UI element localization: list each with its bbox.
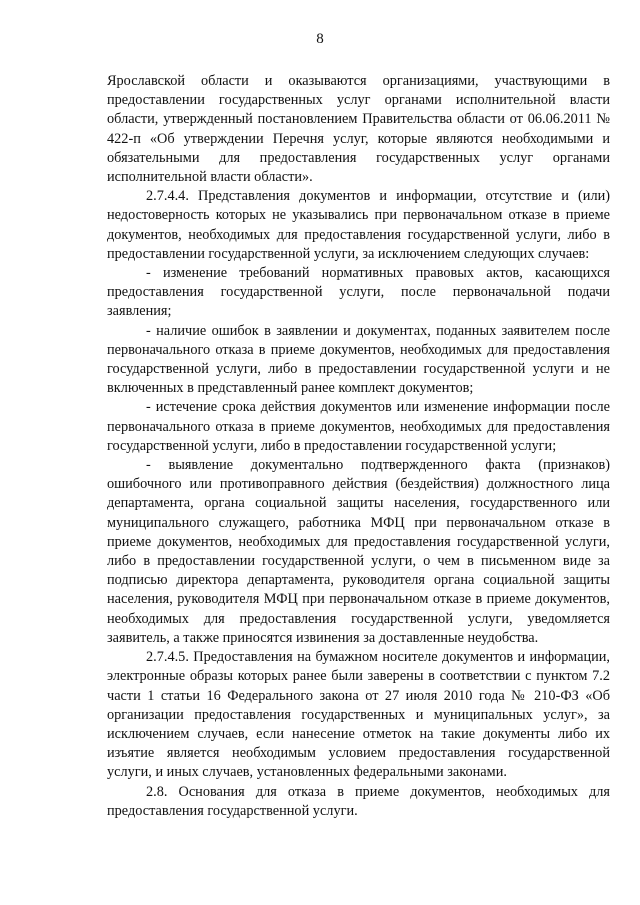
paragraph-2-7-4-5: 2.7.4.5. Предоставления на бумажном носителе документов и информации, электронные образы которых ранее были заверены в соответствии с пунктом 7.2 части 1 статьи 16 Федерального закона от 27 июля 2010 года № 210-ФЗ «Об организации предоставления государственных и муниципальных услуг», за исключением случаев, если нанесение отметок на такие документы либо их изъятие является необходимым условием предоставления государственной услуги, и иных случаев, установленных федеральными законами. (107, 649, 610, 781)
list-item-document-expiry: - истечение срока действия документов или изменение информации после первоначального отказа в приеме документов, необходимых для предоставления государственной услуги, либо в предоставлении государственной услуги; (107, 399, 610, 454)
list-item-erroneous-action: - выявление документально подтвержденного факта (признаков) ошибочного или противоправного действия (бездействия) должностного лица департамента, органа социальной защиты населения, государственного или муниципального служащего, работника МФЦ при первоначальном отказе в приеме документов, необходимых для предоставления государственной услуги, либо в предоставлении государственной услуги, о чем в письменном виде за подписью директора департамента, руководителя органа социальной защиты населения, руководителя МФЦ при первоначальном отказе в приеме документов, необходимых для предоставления государственной услуги, уведомляется заявитель, а также приносятся извинения за доставленные неудобства. (107, 457, 610, 646)
document-body (107, 72, 610, 821)
page-number: 8 (316, 31, 324, 47)
list-item-requirements-change: - изменение требований нормативных правовых актов, касающихся предоставления государственной услуги, после первоначальной подачи заявления; (107, 265, 610, 320)
paragraph-2-7-4-4: 2.7.4.4. Представления документов и информации, отсутствие и (или) недостоверность которых не указывались при первоначальном отказе в приеме документов, необходимых для предоставления государственной услуги, либо в предоставлении государственной услуги, за исключением следующих случаев: (107, 188, 610, 262)
paragraph-2-8: 2.8. Основания для отказа в приеме документов, необходимых для предоставления государственной услуги. (107, 783, 610, 819)
paragraph-continuation: Ярославской области и оказываются организациями, участвующими в предоставлении государственных услуг органами исполнительной власти области, утвержденный постановлением Правительства области от 06.06.2011 № 422-п «Об утверждении Перечня услуг, которые являются необходимыми и обязательными для предоставления государственных услуг органами исполнительной власти области». (107, 73, 610, 186)
list-item-errors-in-application: - наличие ошибок в заявлении и документах, поданных заявителем после первоначального отказа в приеме документов, необходимых для предоставления государственной услуги, либо в предоставлении государственной услуги и не включенных в представленный ранее комплект документов; (107, 322, 610, 397)
